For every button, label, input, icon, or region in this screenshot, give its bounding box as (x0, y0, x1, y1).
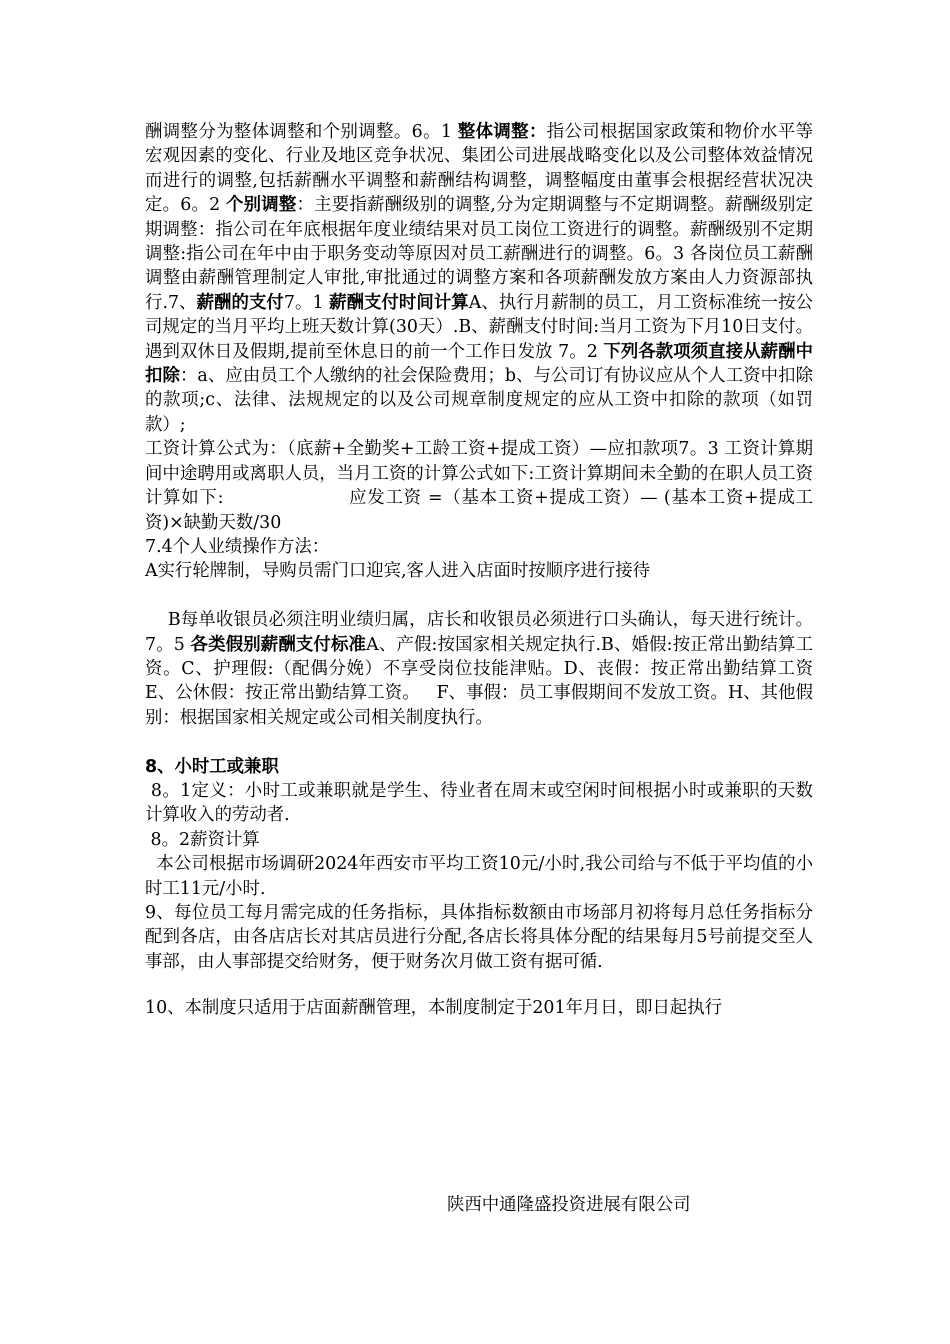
paragraph-task-targets: 9、每位员工每月需完成的任务指标，具体指标数额由市场部月初将每月总任务指标分配到各店，由各店店长对其店员进行分配,各店长将具体分配的结果每月5号前提交至人事部，由人事部提交给财务，便于财务次月做工资有据可循. (145, 903, 813, 972)
heading-overall-adjustment: 整体调整： (457, 122, 547, 142)
paragraph-performance-method: 7.4个人业绩操作方法： (145, 536, 330, 557)
heading-hourly-part-time: 8、小时工或兼职 (145, 756, 279, 777)
heading-deductions: 下列各款项须直接从薪酬中扣除 (145, 341, 813, 387)
paragraph-hourly-rate: 本公司根据市场调研2024年西安市平均工资10元/小时,我公司给与不低于平均值的小时工11元/小时. (145, 854, 814, 899)
paragraph-definition: 8。1定义：小时工或兼职就是学生、待业者在周末或空闲时间根据小时或兼职的天数计算收入的劳动者. (145, 780, 813, 826)
paragraph-salary-adjustment: 酬调整分为整体调整和个别调整。6。1 整体调整：指公司根据国家政策和物价水平等宏观因素的变化、行业及地区竞争状况、集团公司进展战略变化以及公司整体效益情况而进行的调整,包括薪酬水平调整和薪酬结构调整，调整幅度由董事会根据经营状况决定。6。2 个别调整：主要指薪酬级别的调整,分为定期调整与不定期调整。薪酬级别定期调整：指公司在年底根据年度业绩结果对员工岗位工资进行的调整。薪酬级别不定期调整:指公司在年中由于职务变动等原因对员工薪酬进行的调整。6。3 各岗位员工薪酬调整由薪酬管理制定人审批,审批通过的调整方案和各项薪酬发放方案由人力资源部执行.7、薪酬的支付7。1 薪酬支付时间计算A、执行月薪制的员工，月工资标准统一按公司规定的当月平均上班天数计算(30天）.B、薪酬支付时间:当月工资为下月10日支付。遇到双休日及假期,提前至休息日的前一个工作日发放 7。2 下列各款项须直接从薪酬中扣除：a、应由员工个人缴纳的社会保险费用；b、与公司订有协议应从个人工资中扣除的款项;c、法律、法规规定的以及公司规章制度规定的应从工资中扣除的款项（如罚款）; (145, 122, 813, 435)
paragraph-pay-calc-title: 8。2薪资计算 (145, 829, 260, 850)
heading-individual-adjustment: 个别调整 (225, 195, 297, 216)
heading-leave-pay: 各类假别薪酬支付标准 (190, 634, 367, 655)
heading-payment-time: 薪酬支付时间计算 (329, 292, 469, 313)
paragraph-scope: 10、本制度只适用于店面薪酬管理，本制度制定于201年月日，即日起执行 (145, 998, 723, 1019)
paragraph-salary-formula: 工资计算公式为：（底薪+全勤奖+工龄工资+提成工资）—应扣款项7。3 工资计算期间中途聘用或离职人员，当月工资的计算公式如下:工资计算期间未全勤的在职人员工资计算如下: 应发工资 =（基本工资+提成工资）— (基本工资+提成工资)×缺勤天数/30 (145, 439, 813, 533)
document-body (145, 120, 813, 1026)
heading-salary-payment: 薪酬的支付 (196, 292, 284, 313)
company-signature: 陕西中通隆盛投资进展有限公司 (447, 1195, 691, 1215)
paragraph-leave-standards: B每单收银员必须注明业绩归属，店长和收银员必须进行口头确认，每天进行统计。7。5 各类假别薪酬支付标准A、产假:按国家相关规定执行.B、婚假:按正常出勤结算工资。C、护理假:（配偶分娩）不享受岗位技能津贴。D、丧假：按正常出勤结算工资E、公休假：按正常出勤结算工资。 F、事假：员工事假期间不发放工资。H、其他假别：根据国家相关规定或公司相关制度执行。 (145, 610, 813, 728)
paragraph-rotation: A实行轮牌制，导购员需门口迎宾,客人进入店面时按顺序进行接待 (145, 561, 651, 582)
